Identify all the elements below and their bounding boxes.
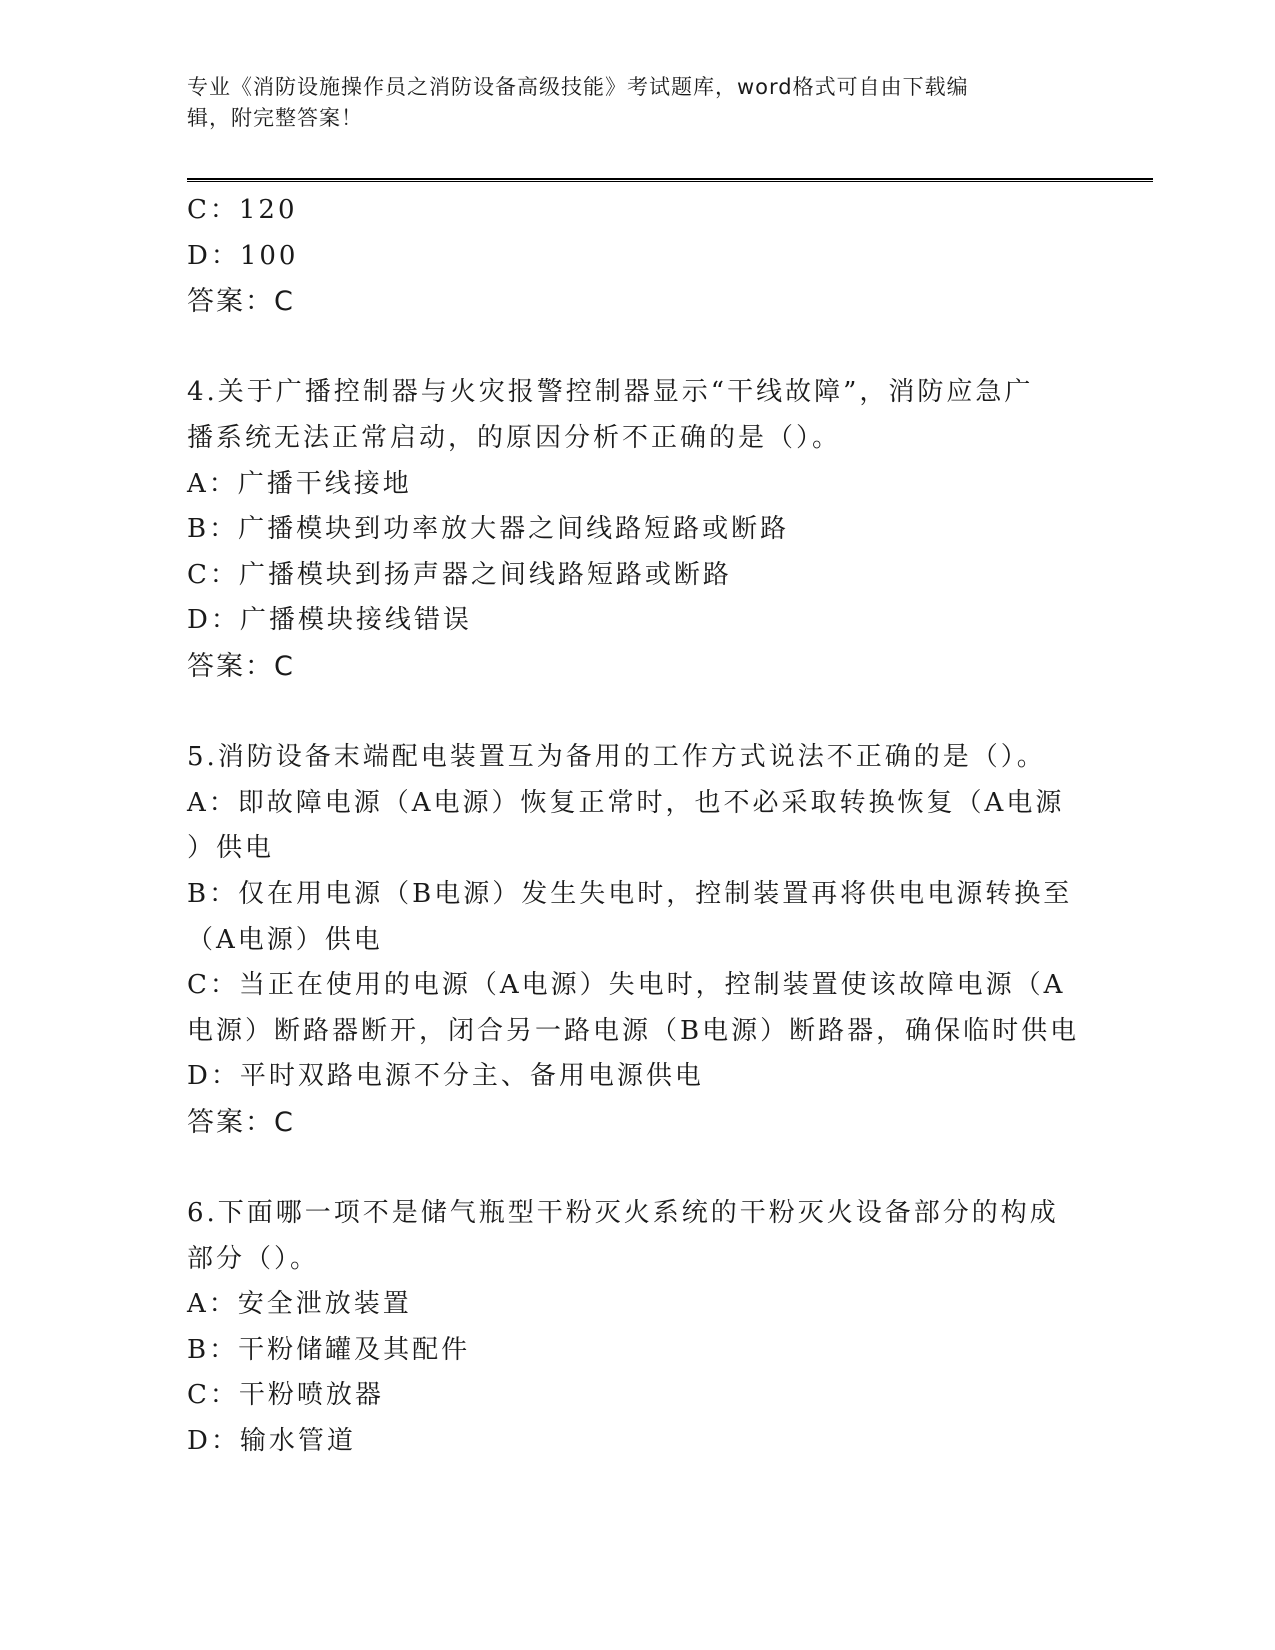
option-d: D：100 [187, 240, 299, 271]
answer: 答案：C [187, 1106, 295, 1138]
option-a-continued: ）供电 [187, 833, 275, 864]
answer: 答案：C [187, 286, 295, 318]
option-a: A：广播干线接地 [187, 468, 412, 499]
option-c: C：干粉喷放器 [187, 1380, 384, 1411]
option-b-continued: （A电源）供电 [187, 924, 383, 955]
answer: 答案：C [187, 650, 295, 682]
header-line-2: 辑，附完整答案！ [187, 106, 363, 130]
header-line-1: 专业《消防设施操作员之消防设备高级技能》考试题库，word格式可自由下载编 [187, 75, 969, 99]
option-c: C：当正在使用的电源（A电源）失电时，控制装置使该故障电源（A [187, 970, 1066, 1001]
header-divider [187, 178, 1153, 182]
question-content [187, 188, 1087, 1465]
option-c: C：120 [187, 195, 298, 225]
question-stem: 5.消防设备末端配电装置互为备用的工作方式说法不正确的是（）。 [187, 742, 1046, 773]
page-header [187, 72, 1067, 134]
option-a: A：即故障电源（A电源）恢复正常时，也不必采取转换恢复（A电源 [187, 787, 1065, 818]
option-c: C：广播模块到扬声器之间线路短路或断路 [187, 559, 732, 590]
option-d: D：平时双路电源不分主、备用电源供电 [187, 1061, 704, 1092]
option-b: B：仅在用电源（B电源）发生失电时，控制装置再将供电电源转换至 [187, 878, 1073, 909]
spacer [187, 1145, 1087, 1191]
spacer [187, 325, 1087, 371]
question-5 [187, 735, 1087, 1145]
question-6 [187, 1191, 1087, 1465]
question-stem-continued: 部分（）。 [187, 1243, 320, 1274]
option-d: D：广播模块接线错误 [187, 605, 472, 636]
question-stem-continued: 播系统无法正常启动，的原因分析不正确的是（）。 [187, 422, 842, 453]
question-stem: 6.下面哪一项不是储气瓶型干粉灭火系统的干粉灭火设备部分的构成 [187, 1198, 1059, 1229]
option-b: B：干粉储罐及其配件 [187, 1334, 471, 1365]
option-a: A：安全泄放装置 [187, 1289, 412, 1320]
question-3-tail [187, 188, 1087, 325]
option-d: D：输水管道 [187, 1426, 356, 1457]
option-c-continued: 电源）断路器断开，闭合另一路电源（B电源）断路器，确保临时供电 [187, 1015, 1080, 1046]
spacer [187, 690, 1087, 736]
question-4 [187, 370, 1087, 689]
question-stem: 4.关于广播控制器与火灾报警控制器显示“干线故障”，消防应急广 [187, 377, 1034, 408]
option-b: B：广播模块到功率放大器之间线路短路或断路 [187, 514, 790, 545]
